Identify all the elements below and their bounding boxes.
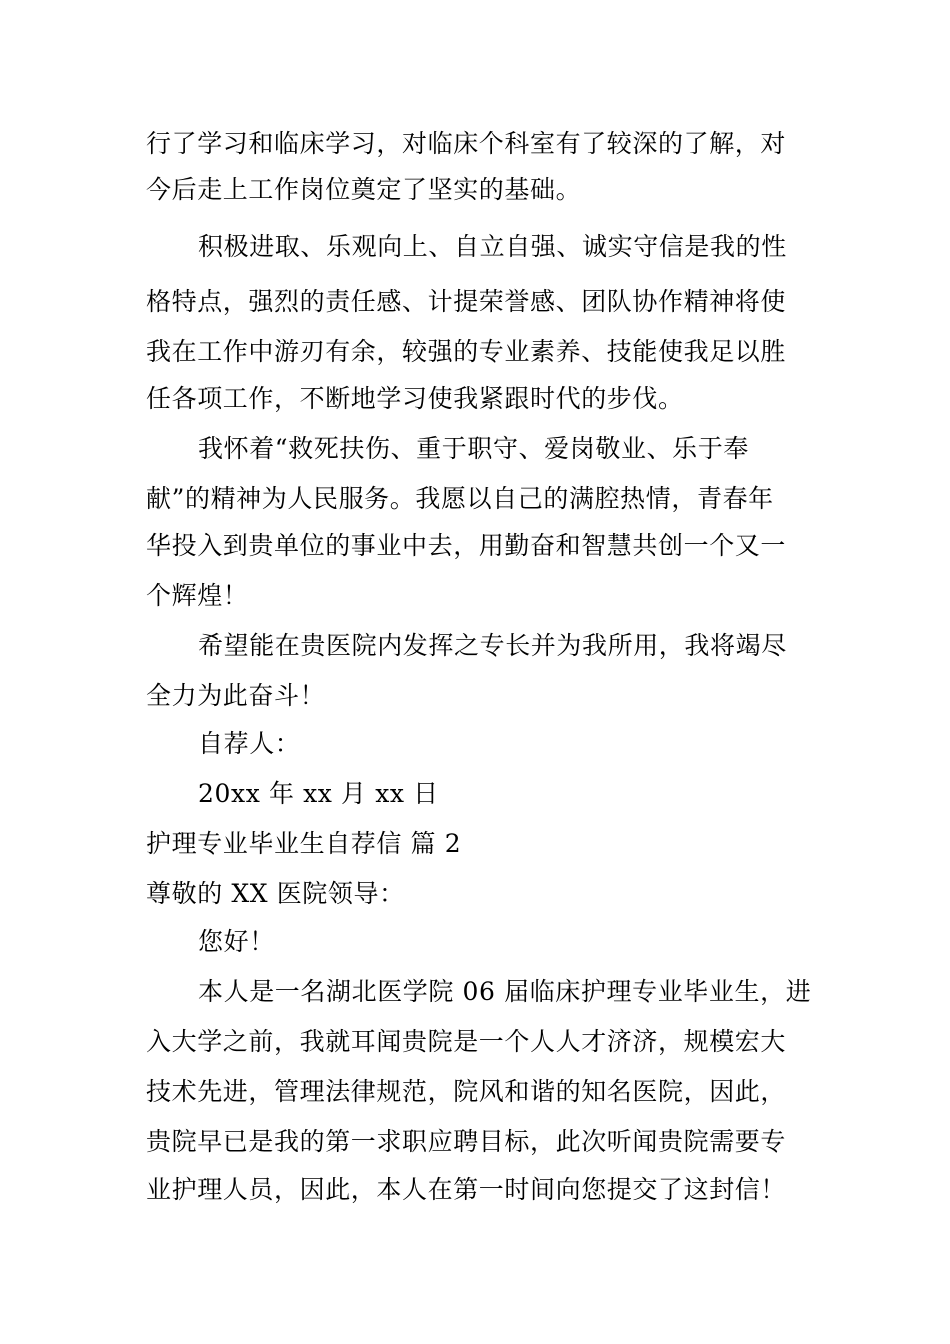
text-line: 本人是一名湖北医学院 06 届临床护理专业毕业生，进 xyxy=(198,977,812,1006)
text-line: 入大学之前，我就耳闻贵院是一个人人才济济，规模宏大 xyxy=(146,1027,787,1056)
text-line: 行了学习和临床学习，对临床个科室有了较深的了解，对 xyxy=(146,129,787,158)
text-line: 希望能在贵医院内发挥之专长并为我所用，我将竭尽 xyxy=(198,631,787,660)
text-line: 我在工作中游刃有余，较强的专业素养、技能使我足以胜 xyxy=(146,337,787,366)
text-line: 我怀着“救死扶伤、重于职守、爱岗敬业、乐于奉 xyxy=(198,434,749,463)
text-line: 自荐人： xyxy=(198,729,301,758)
text-line: 献”的精神为人民服务。我愿以自己的满腔热情，青春年 xyxy=(146,484,774,513)
date-line: 20xx 年 xx 月 xx 日 xyxy=(198,779,439,808)
text-line: 贵院早已是我的第一求职应聘目标，此次听闻贵院需要专 xyxy=(146,1127,787,1156)
text-line: 全力为此奋斗！ xyxy=(146,681,326,710)
text-line: 个辉煌！ xyxy=(146,581,249,610)
text-line: 任各项工作，不断地学习使我紧跟时代的步伐。 xyxy=(146,384,684,413)
salutation: 尊敬的 XX 医院领导： xyxy=(146,879,405,908)
greeting: 您好！ xyxy=(198,927,275,956)
text-line: 格特点，强烈的责任感、计提荣誉感、团队协作精神将使 xyxy=(146,287,787,316)
text-line: 积极进取、乐观向上、自立自强、诚实守信是我的性 xyxy=(198,232,787,261)
text-line: 技术先进，管理法律规范，院风和谐的知名医院，因此， xyxy=(146,1077,787,1106)
text-line: 今后走上工作岗位奠定了坚实的基础。 xyxy=(146,175,582,204)
text-line: 华投入到贵单位的事业中去，用勤奋和智慧共创一个又一 xyxy=(146,531,787,560)
text-line: 业护理人员，因此，本人在第一时间向您提交了这封信！ xyxy=(146,1175,787,1204)
section-title: 护理专业毕业生自荐信 篇 2 xyxy=(146,829,462,858)
